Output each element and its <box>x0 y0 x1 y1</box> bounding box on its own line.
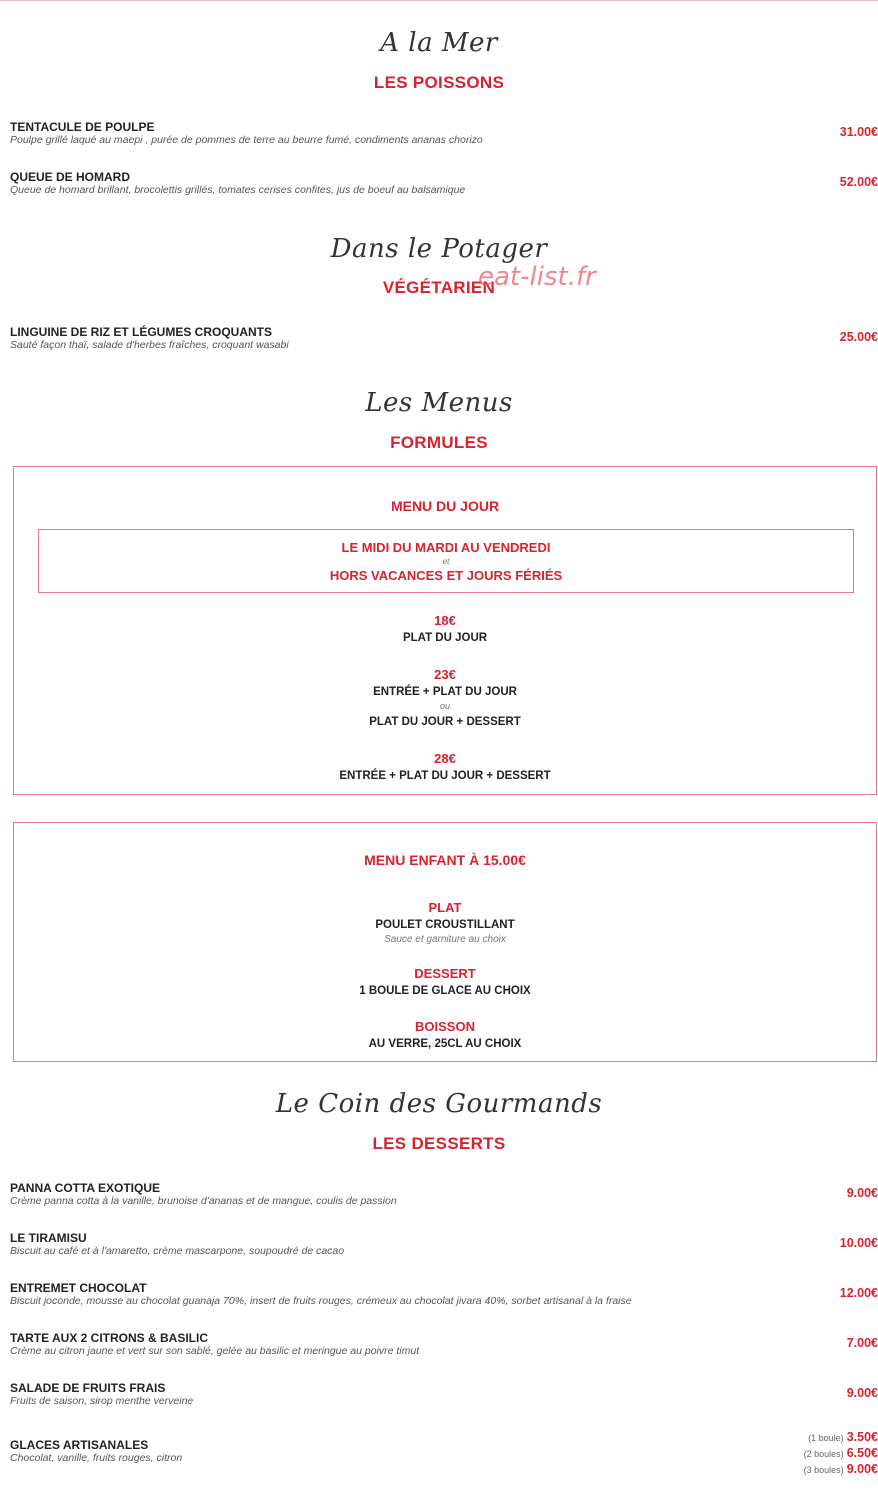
menu-item <box>10 120 878 160</box>
menu-du-jour-box <box>13 466 877 795</box>
formule-1-price: 18€ <box>434 613 456 628</box>
formule-3-desc: ENTRÉE + PLAT DU JOUR + DESSERT <box>339 770 551 782</box>
item-description: Poulpe grillé laqué au maepi , purée de pommes de terre au beurre fumé, condiments ananas chorizo <box>10 134 483 146</box>
menu-du-jour-title: MENU DU JOUR <box>390 498 500 514</box>
item-description: Sauté façon thaï, salade d'herbes fraîches, croquant wasabi <box>10 339 289 351</box>
glace-price: 9.00€ <box>846 1462 878 1476</box>
glace-qty: (3 boules) <box>803 1465 844 1475</box>
item-price: 52.00€ <box>839 175 878 189</box>
section-script-desserts: Le Coin des Gourmands <box>275 1089 603 1119</box>
item-price: 12.00€ <box>839 1286 878 1300</box>
item-description: Queue de homard brillant, brocolettis grillés, tomates cerises confites, jus de boeuf au balsamique <box>10 184 466 196</box>
section-script-potager: Dans le Potager <box>330 234 548 264</box>
glace-price: 6.50€ <box>846 1446 878 1460</box>
item-price: 10.00€ <box>839 1236 878 1250</box>
glace-price-row <box>804 1446 878 1462</box>
enfant-plat-label: PLAT <box>428 900 462 915</box>
section-title-formules: FORMULES <box>390 433 488 452</box>
formule-2-or: ou <box>439 701 450 711</box>
item-description: Biscuit joconde, mousse au chocolat guanaja 70%, insert de fruits rouges, crémeux au chocolat jivara 40%, sorbet artisanal à la fraise <box>10 1295 632 1307</box>
formule-3-price: 28€ <box>434 751 456 766</box>
condition-and: et <box>442 557 450 566</box>
formule-2-desc-2: PLAT DU JOUR + DESSERT <box>369 716 521 728</box>
item-price: 9.00€ <box>846 1186 878 1200</box>
menu-item-glaces <box>10 1430 878 1478</box>
item-name: LE TIRAMISU <box>10 1231 87 1245</box>
enfant-dessert-value: 1 BOULE DE GLACE AU CHOIX <box>359 985 531 997</box>
item-price: 31.00€ <box>839 125 878 139</box>
formule-1-desc: PLAT DU JOUR <box>402 632 488 644</box>
formule-2-desc-1: ENTRÉE + PLAT DU JOUR <box>373 686 517 698</box>
menu-item <box>10 1381 878 1421</box>
glace-price-row <box>804 1462 878 1478</box>
section-script-mer: A la Mer <box>380 28 498 58</box>
menu-item <box>10 170 878 210</box>
menu-enfant-box <box>13 822 877 1062</box>
item-description: Crème au citron jaune et vert sur son sablé, gelée au basilic et meringue au poivre timut <box>10 1345 420 1357</box>
item-description: Biscuit au café et à l'amaretto, crème mascarpone, soupoudré de cacao <box>10 1245 345 1257</box>
item-price: 25.00€ <box>839 330 878 344</box>
item-price: 7.00€ <box>846 1336 878 1350</box>
menu-item <box>10 1181 878 1221</box>
menu-item <box>10 1231 878 1271</box>
enfant-boisson-label: BOISSON <box>415 1019 475 1034</box>
item-name: TARTE AUX 2 CITRONS & BASILIC <box>10 1331 209 1345</box>
section-title-vegetarien: VÉGÉTARIEN <box>382 278 496 297</box>
section-title-poissons: LES POISSONS <box>373 73 505 92</box>
enfant-plat-note: Sauce et garniture au choix <box>384 934 506 945</box>
section-title-desserts: LES DESSERTS <box>372 1134 506 1153</box>
item-name: ENTREMET CHOCOLAT <box>10 1281 147 1295</box>
section-script-menus: Les Menus <box>365 388 513 418</box>
item-name: PANNA COTTA EXOTIQUE <box>10 1181 160 1195</box>
enfant-boisson-value: AU VERRE, 25CL AU CHOIX <box>368 1038 522 1050</box>
item-name: QUEUE DE HOMARD <box>10 170 131 184</box>
item-description: Chocolat, vanille, fruits rouges, citron <box>10 1452 183 1464</box>
enfant-dessert-label: DESSERT <box>414 966 476 981</box>
menu-item <box>10 1281 878 1321</box>
glace-price: 3.50€ <box>846 1430 878 1444</box>
item-name: GLACES ARTISANALES <box>10 1438 149 1452</box>
item-description: Fruits de saison, sirop menthe verveine <box>10 1395 194 1407</box>
enfant-plat-value: POULET CROUSTILLANT <box>375 919 515 931</box>
menu-enfant-title: MENU ENFANT À 15.00€ <box>364 852 526 868</box>
item-name: LINGUINE DE RIZ ET LÉGUMES CROQUANTS <box>10 325 273 339</box>
item-name: SALADE DE FRUITS FRAIS <box>10 1381 166 1395</box>
condition-holidays: HORS VACANCES ET JOURS FÉRIÉS <box>329 568 563 583</box>
formule-2-price: 23€ <box>434 667 456 682</box>
glaces-price-list <box>804 1430 878 1478</box>
item-price: 9.00€ <box>846 1386 878 1400</box>
menu-item <box>10 325 878 365</box>
glace-qty: (2 boules) <box>803 1449 844 1459</box>
menu-item <box>10 1331 878 1371</box>
top-divider <box>0 0 878 1</box>
condition-days: LE MIDI DU MARDI AU VENDREDI <box>341 540 551 555</box>
watermark-text: eat-list.fr <box>478 262 596 292</box>
glace-price-row <box>804 1430 878 1446</box>
item-description: Crème panna cotta à la vanille, brunoise d'ananas et de mangue, coulis de passion <box>10 1195 397 1207</box>
glace-qty: (1 boule) <box>808 1433 844 1443</box>
item-name: TENTACULE DE POULPE <box>10 120 155 134</box>
conditions-box <box>38 529 854 593</box>
